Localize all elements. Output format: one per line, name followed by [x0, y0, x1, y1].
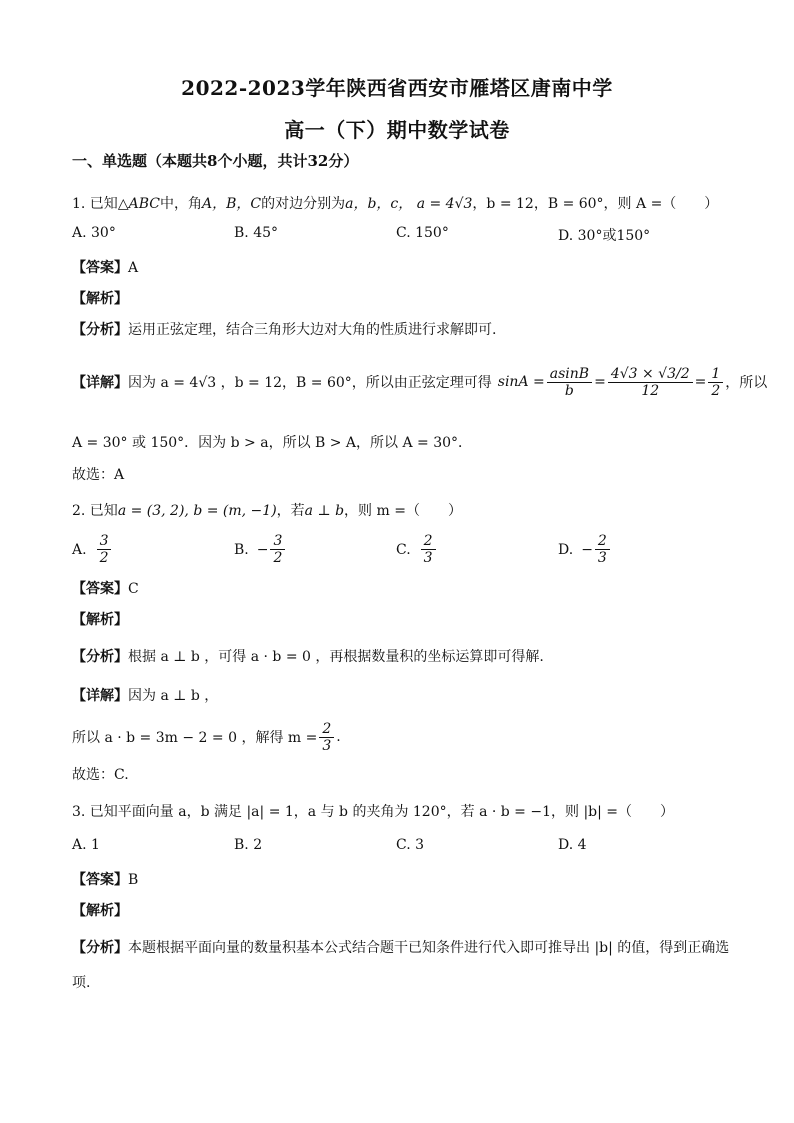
q1-xiangjie: 【详解】 因为 a = 4√3 ，b = 12，B = 60°，所以由正弦定理可得 sinA = $\frac{asinB}{b}$ = $\frac{4√3 \times √3/2}{12}$ = $\frac{1}{2}$ ，所以: [72, 365, 768, 399]
q3-option-c: C. 3: [396, 837, 425, 853]
q1-analysis-label: 【解析】: [72, 291, 128, 307]
q3-option-a: A. 1: [72, 837, 100, 853]
title-line-1: 2022-2023学年陕西省西安市雁塔区唐南中学: [181, 76, 613, 100]
q2-stem: 2. 已知a = (3, 2), b = (m, −1)，若a ⊥ b，则 m =（ ）: [72, 503, 462, 519]
fraction: $\frac{asinB}{b}$: [547, 366, 592, 399]
q2-option-c: C. $\frac{2}{3}$: [396, 533, 438, 566]
q1-answer: 【答案】A: [72, 260, 139, 276]
q1-fenxi: 【分析】运用正弦定理，结合三角形大边对大角的性质进行求解即可.: [72, 322, 497, 338]
fraction: $\frac{4√3 \times √3/2}{12}$: [608, 366, 693, 399]
q2-xiangjie: 【详解】因为 a ⊥ b ，: [72, 688, 219, 704]
q3-option-b: B. 2: [234, 837, 263, 853]
q1-stem: 1. 已知△ABC中，角A，B，C的对边分别为a，b，c， a = 4√3，b = 12，B = 60°，则 A =（ ）: [72, 196, 719, 212]
q1-option-a: A. 30°: [72, 225, 116, 241]
fraction: $\frac{1}{2}$: [708, 366, 723, 399]
q1-option-c: C. 150°: [396, 225, 449, 241]
q2-choose: 故选：C.: [72, 767, 129, 783]
q3-option-d: D. 4: [558, 837, 587, 853]
q2-fenxi: 【分析】根据 a ⊥ b ，可得 a · b = 0 ，再根据数量积的坐标运算即可得解.: [72, 649, 544, 665]
q1-option-b: B. 45°: [234, 225, 279, 241]
q1-xiangjie-2: A = 30° 或 150°．因为 b > a，所以 B > A，所以 A = 30°．: [72, 435, 473, 451]
q1-choose: 故选：A: [72, 467, 125, 483]
q1-option-d: D. 30°或150°: [558, 228, 651, 244]
q2-solve: 所以 a · b = 3m − 2 = 0 ，解得 m = $\frac{2}{3}$ .: [72, 720, 341, 754]
q2-analysis-label: 【解析】: [72, 612, 128, 628]
q3-answer: 【答案】B: [72, 872, 139, 888]
q2-option-d: D. − $\frac{2}{3}$: [558, 533, 612, 566]
q2-option-a: A. $\frac{3}{2}$: [72, 533, 113, 566]
triangle-icon: △: [117, 196, 129, 212]
q3-stem: 3. 已知平面向量 a，b 满足 |a| = 1，a 与 b 的夹角为 120°，若 a · b = −1，则 |b| =（ ）: [72, 804, 675, 820]
q2-answer: 【答案】C: [72, 581, 139, 597]
q3-fenxi-2: 项.: [72, 975, 91, 991]
section-heading: 一、单选题（本题共8个小题，共计32分）: [72, 152, 359, 170]
title-line-2: 高一（下）期中数学试卷: [284, 118, 510, 142]
q2-option-b: B. − $\frac{3}{2}$: [234, 533, 287, 566]
q3-analysis-label: 【解析】: [72, 903, 128, 919]
q3-fenxi: 【分析】本题根据平面向量的数量积基本公式结合题干已知条件进行代入即可推导出 |b| 的值，得到正确选: [72, 940, 730, 956]
